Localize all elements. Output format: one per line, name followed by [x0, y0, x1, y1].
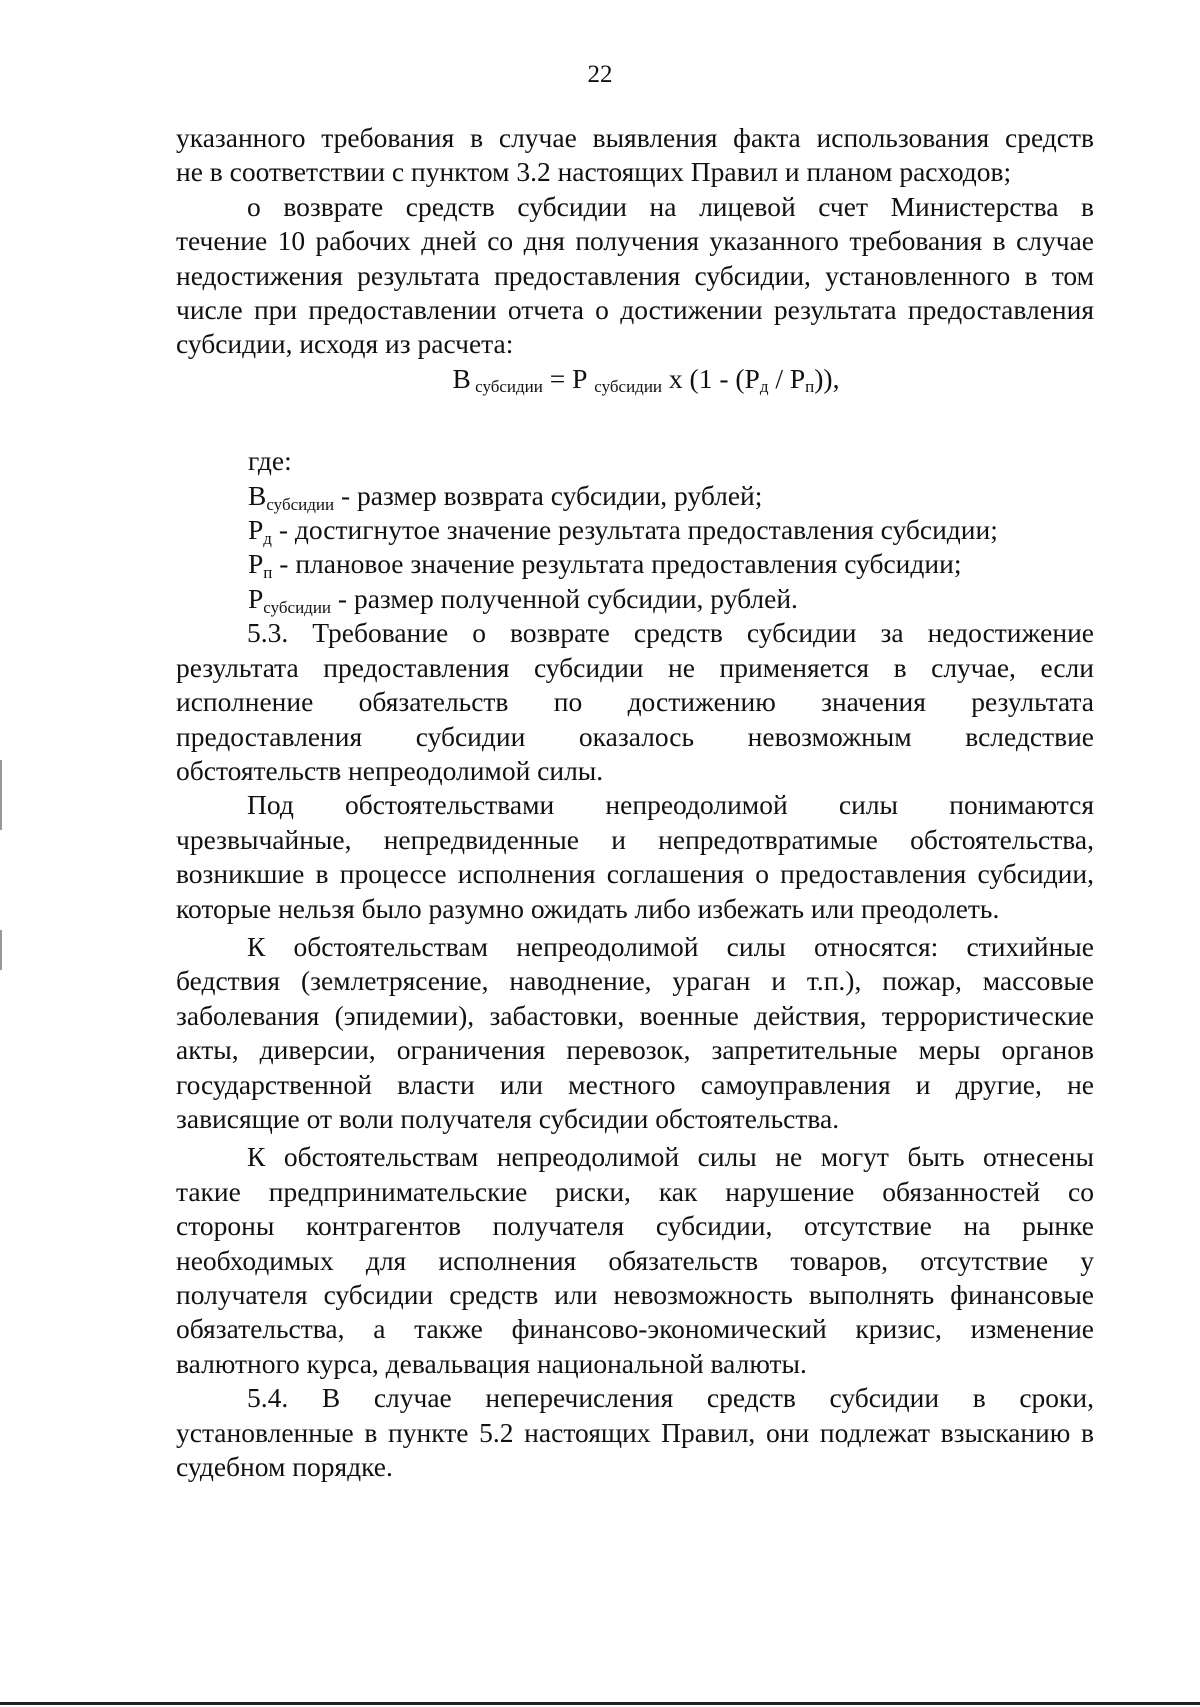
- text-line: судебном порядке.: [176, 1451, 393, 1483]
- text-line: обстоятельств непреодолимой силы.: [176, 754, 604, 786]
- text-line: валютного курса, девальвация национальной валюты.: [176, 1347, 807, 1379]
- text-line: указанного требования в случае выявления факта использования средств: [176, 122, 1094, 153]
- paragraph-5-4: [176, 1381, 1094, 1484]
- refund-formula: [176, 362, 1094, 396]
- def-symbol: Р: [248, 548, 264, 580]
- text-line: исполнение обязательств по достижению значения результата: [176, 686, 1094, 718]
- text-line: государственной власти или местного самоуправления и другие, не: [176, 1068, 1094, 1100]
- formula-slash: / Р: [768, 362, 806, 394]
- text-line: о возврате средств субсидии на лицевой счет Министерства в: [247, 190, 1094, 222]
- formula-pp-subscript: п: [805, 376, 815, 396]
- text-line: течение 10 рабочих дней со дня получения указанного требования в случае: [176, 225, 1094, 257]
- text-line: чрезвычайные, непредвиденные и непредотвратимые обстоятельства,: [176, 823, 1094, 855]
- formula-b: В: [452, 362, 471, 394]
- def-symbol: Р: [248, 582, 264, 614]
- text-line: зависящие от воли получателя субсидии обстоятельства.: [176, 1102, 840, 1134]
- definition-p-subsidy: [176, 582, 1094, 616]
- text-line: Под обстоятельствами непреодолимой силы понимаются: [247, 789, 1094, 821]
- text-line: акты, диверсии, ограничения перевозок, запретительные меры органов: [176, 1034, 1094, 1066]
- text-line: необходимых для исполнения обязательств товаров, отсутствие у: [176, 1244, 1094, 1276]
- formula-mid: х (1 - (Р: [662, 362, 760, 394]
- text-line: которые нельзя было разумно ожидать либо избежать или преодолеть.: [176, 892, 1000, 924]
- definition-p-achieved: [176, 513, 1094, 547]
- paragraph-requirement-end: [176, 121, 1094, 190]
- document-body: [176, 121, 1094, 1484]
- formula-pd-subscript: д: [759, 376, 769, 396]
- where-label: где:: [248, 445, 292, 477]
- def-subscript: д: [263, 529, 272, 549]
- scan-edge-mark: [0, 930, 2, 970]
- formula-end: )),: [814, 362, 840, 394]
- text-line: бедствия (землетрясение, наводнение, ураган и т.п.), пожар, массовые: [176, 965, 1094, 997]
- formula-b-subscript: субсидии: [475, 376, 543, 396]
- paragraph-refund: [176, 190, 1094, 362]
- def-symbol: В: [248, 479, 267, 511]
- def-subscript: субсидии: [263, 597, 332, 617]
- scan-edge-mark: [0, 760, 2, 830]
- page-number: 22: [587, 61, 613, 88]
- def-text: - достигнутое значение результата предоставления субсидии;: [271, 514, 998, 546]
- scan-bottom-edge: [0, 1702, 1200, 1705]
- text-line: получателя субсидии средств или невозможность выполнять финансовые: [176, 1279, 1094, 1310]
- paragraph-force-majeure-excludes: [176, 1140, 1094, 1381]
- text-line: стороны контрагентов получателя субсидии, отсутствие на рынке: [176, 1210, 1094, 1242]
- formula-p-subscript: субсидии: [594, 376, 663, 396]
- text-line: результата предоставления субсидии не применяется в случае, если: [176, 651, 1094, 683]
- text-line: 5.3. Требование о возврате средств субсидии за недостижение: [247, 617, 1094, 649]
- text-line: возникшие в процессе исполнения соглашения о предоставления субсидии,: [176, 858, 1094, 890]
- definition-p-planned: [176, 547, 1094, 581]
- def-text: - плановое значение результата предоставления субсидии;: [272, 548, 962, 580]
- def-subscript: п: [263, 563, 273, 583]
- text-line: 5.4. В случае неперечисления средств субсидии в сроки,: [247, 1382, 1094, 1414]
- text-line: установленные в пункте 5.2 настоящих Правил, они подлежат взысканию в: [176, 1416, 1094, 1448]
- text-line: предоставления субсидии оказалось невозможным вследствие: [176, 720, 1094, 752]
- def-subscript: субсидии: [266, 494, 335, 514]
- definition-b-subsidy: [176, 479, 1094, 513]
- text-line: заболевания (эпидемии), забастовки, военные действия, террористические: [176, 999, 1094, 1031]
- paragraph-force-majeure-includes: [176, 930, 1094, 1136]
- def-text: - размер полученной субсидии, рублей.: [331, 582, 798, 614]
- text-line: такие предпринимательские риски, как нарушение обязанностей со: [176, 1175, 1094, 1207]
- text-line: не в соответствии с пунктом 3.2 настоящих Правил и планом расходов;: [176, 156, 1012, 188]
- spacer: [176, 396, 1094, 444]
- formula-eq: = Р: [542, 362, 595, 394]
- text-line: субсидии, исходя из расчета:: [176, 328, 514, 360]
- paragraph-5-3: [176, 616, 1094, 788]
- def-text: - размер возврата субсидии, рублей;: [334, 479, 763, 511]
- text-line: недостижения результата предоставления субсидии, установленного в том: [176, 259, 1094, 291]
- paragraph-force-majeure-definition: [176, 788, 1094, 926]
- def-symbol: Р: [248, 514, 264, 546]
- text-line: числе при предоставлении отчета о достижении результата предоставления: [176, 294, 1094, 326]
- text-line: обязательства, а также финансово-экономический кризис, изменение: [176, 1313, 1094, 1345]
- text-line: К обстоятельствам непреодолимой силы не могут быть отнесены: [247, 1141, 1094, 1173]
- text-line: К обстоятельствам непреодолимой силы относятся: стихийные: [247, 930, 1094, 962]
